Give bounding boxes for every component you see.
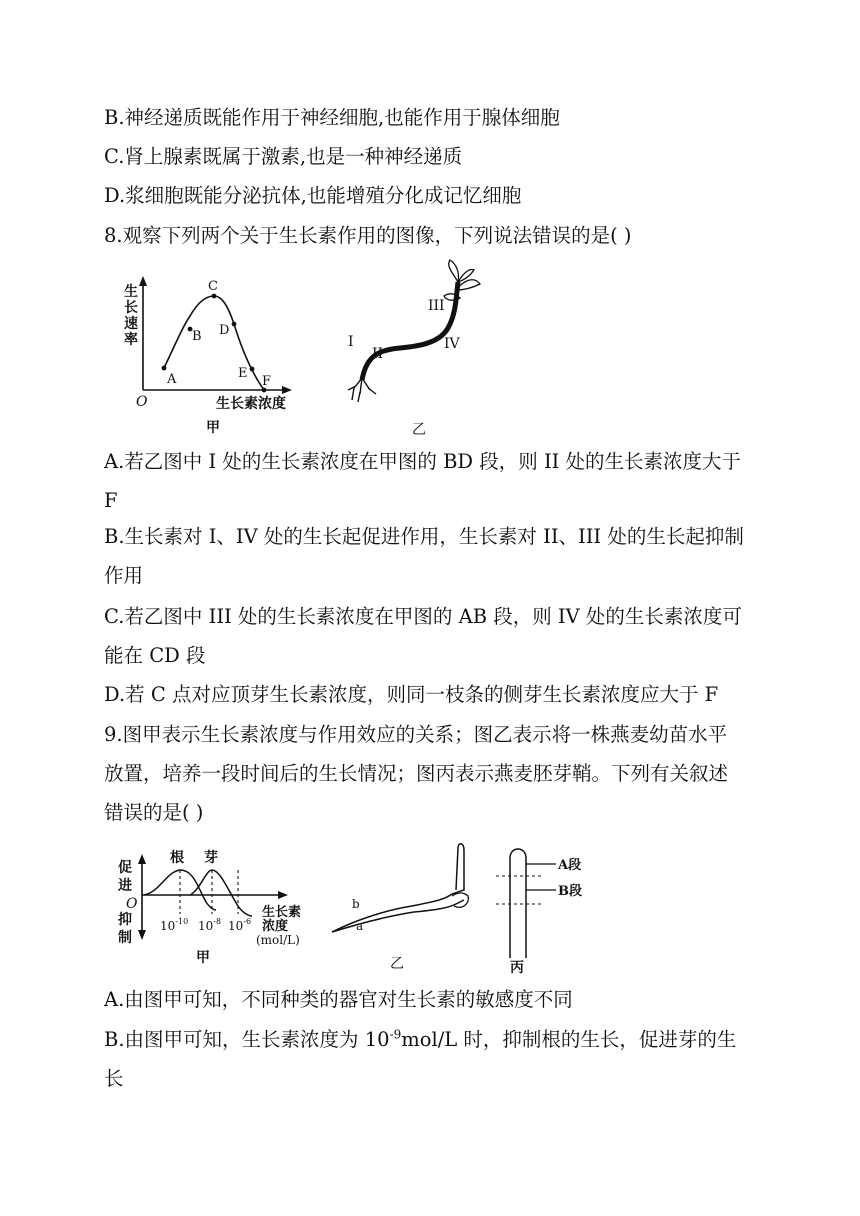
segment-a-label: A段 <box>558 858 582 873</box>
q8-option-a-line2: F <box>104 489 118 512</box>
question-9-stem-line1: 9.图甲表示生长素浓度与作用效应的关系；图乙表示将一株燕麦幼苗水平 <box>104 723 728 746</box>
inhibit-label-2: 制 <box>118 930 132 946</box>
q8-option-a-line1: A.若乙图中 I 处的生长素浓度在甲图的 BD 段，则 II 处的生长素浓度大于 <box>104 450 742 473</box>
region-ii: II <box>372 346 384 362</box>
point-c: C <box>208 279 218 294</box>
region-iii: III <box>428 298 445 314</box>
x-axis-label: 生长素浓度 <box>216 396 286 412</box>
figure-9-seedling <box>332 844 468 972</box>
origin-label: O <box>136 394 148 410</box>
option-d-plasma-cell: D.浆细胞既能分泌抗体,也能增殖分化成记忆细胞 <box>104 184 522 207</box>
x-label-1: 生长素 <box>262 905 302 920</box>
point-f: F <box>262 374 272 389</box>
q9-option-b-text-2: mol/L 时，抑制根的生长，促进芽的生 <box>401 1028 737 1051</box>
y-axis-label-2: 长 <box>124 300 138 316</box>
q9-option-b-line2: 长 <box>104 1067 124 1090</box>
point-e: E <box>238 366 248 381</box>
caption-yi: 乙 <box>412 422 426 438</box>
question-8-stem: 8.观察下列两个关于生长素作用的图像，下列说法错误的是( ) <box>104 224 632 247</box>
promote-label-1: 促 <box>118 860 132 876</box>
q8-option-c-line2: 能在 CD 段 <box>104 644 206 667</box>
seedling-label-b: b <box>352 897 360 911</box>
figure-9-graph <box>117 849 301 966</box>
q9-option-b-line1 <box>104 1026 736 1054</box>
q9-option-b-text: B.由图甲可知，生长素浓度为 10 <box>104 1028 390 1051</box>
x-label-2: 浓度 <box>262 919 289 934</box>
q8-option-b-line1: B.生长素对 I、IV 处的生长起促进作用，生长素对 II、III 处的生长起抑制 <box>104 525 744 548</box>
q8-option-d: D.若 C 点对应顶芽生长素浓度，则同一枝条的侧芽生长素浓度应大于 F <box>104 683 719 706</box>
caption-yi: 乙 <box>390 956 404 972</box>
caption-jia: 甲 <box>206 420 220 436</box>
point-a: A <box>167 372 177 387</box>
tick-1e-6: $10^{-6}$ <box>228 917 252 933</box>
inhibit-label-1: 抑 <box>118 912 132 928</box>
seedling-label-a: a <box>356 919 364 933</box>
question-9-stem-line2: 放置，培养一段时间后的生长情况；图丙表示燕麦胚芽鞘。下列有关叙述 <box>104 762 729 785</box>
question-9-stem-line3: 错误的是( ) <box>104 801 204 824</box>
point-b: B <box>192 329 202 344</box>
y-axis-label-3: 速 <box>124 316 138 332</box>
curve-label-root: 根 <box>170 850 184 866</box>
promote-label-2: 进 <box>118 878 132 894</box>
option-c-adrenaline: C.肾上腺素既属于激素,也是一种神经递质 <box>104 145 463 168</box>
q8-option-b-line2: 作用 <box>104 564 144 587</box>
figure-9 <box>112 840 612 980</box>
curve-label-bud: 芽 <box>204 850 218 866</box>
q8-option-c-line1: C.若乙图中 III 处的生长素浓度在甲图的 AB 段，则 IV 处的生长素浓度可 <box>104 605 742 628</box>
x-label-3: (mol/L) <box>256 933 300 947</box>
region-i: I <box>348 334 354 350</box>
q9-option-a: A.由图甲可知，不同种类的器官对生长素的敏感度不同 <box>104 988 573 1011</box>
y-axis-label-1: 生 <box>124 284 138 300</box>
option-b-neurotransmitter: B.神经递质既能作用于神经细胞,也能作用于腺体细胞 <box>104 106 560 129</box>
point-d: D <box>219 323 230 338</box>
tick-1e-10: $10^{-10}$ <box>160 917 189 933</box>
caption-bing: 丙 <box>510 960 524 976</box>
segment-b-label: B段 <box>558 884 582 899</box>
figure-8-graph <box>124 276 292 436</box>
y-axis-label-4: 率 <box>124 332 138 348</box>
region-iv: IV <box>444 336 460 352</box>
tick-1e-8: $10^{-8}$ <box>198 917 222 933</box>
figure-8-plant <box>348 260 480 438</box>
exponent: -9 <box>389 1027 402 1042</box>
figure-8 <box>118 258 508 438</box>
origin-label: O <box>126 896 138 912</box>
caption-jia: 甲 <box>196 950 210 966</box>
figure-9-coleoptile <box>496 849 582 976</box>
